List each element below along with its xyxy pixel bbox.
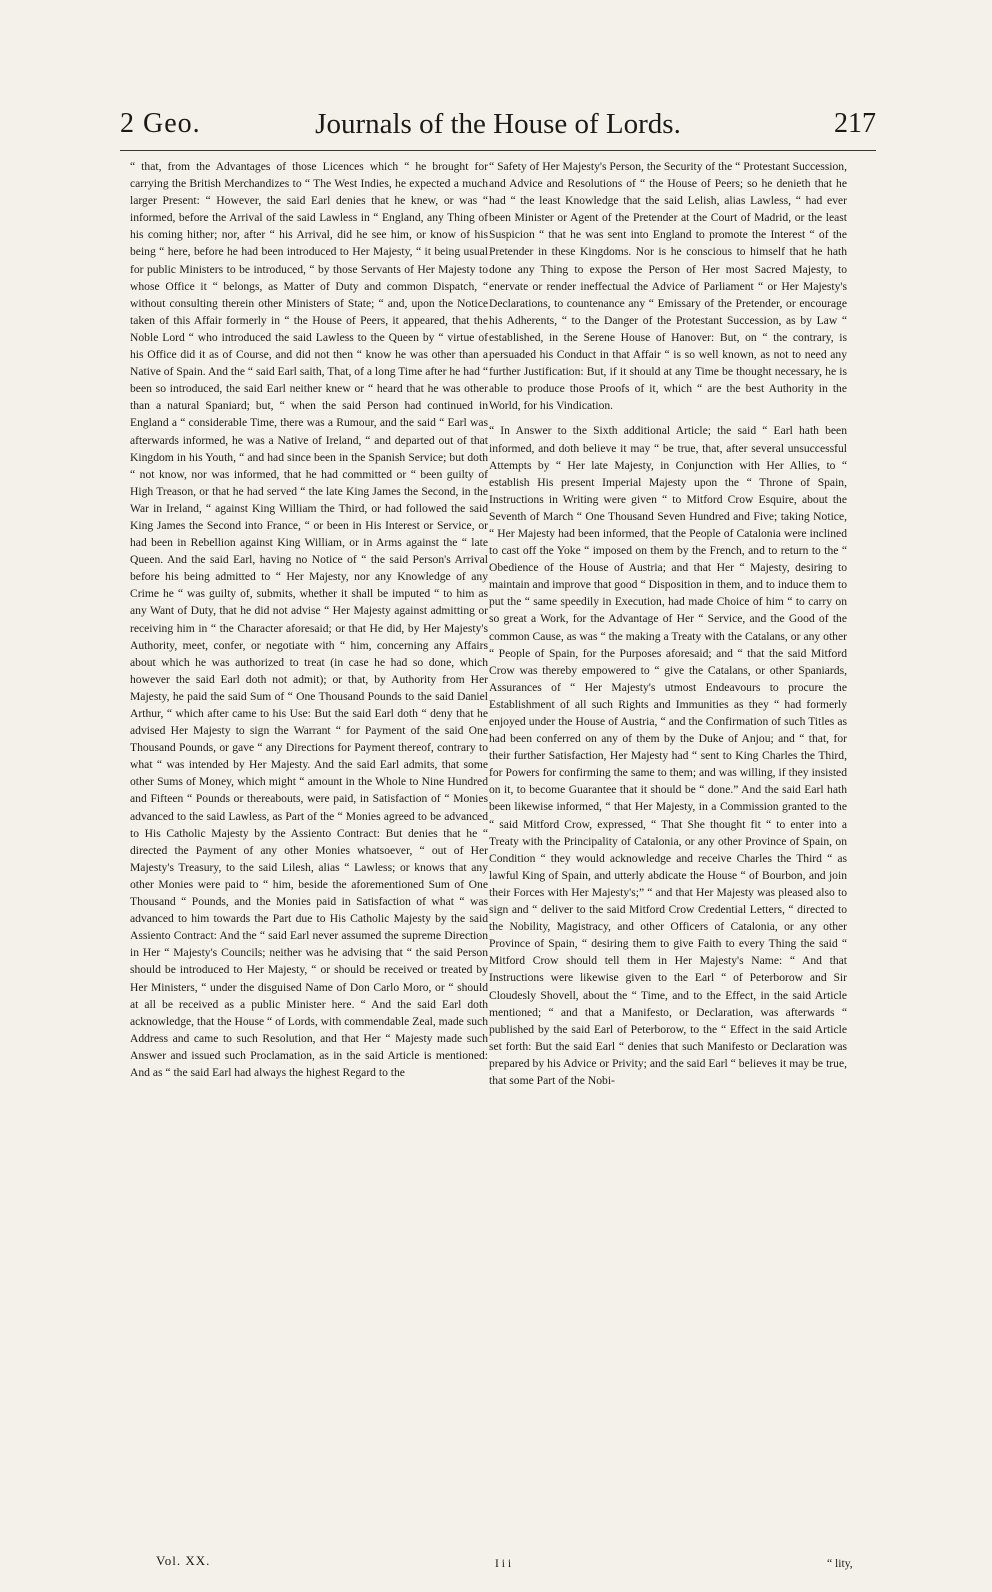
catchword: “ lity,: [827, 1557, 853, 1570]
signature-mark: I i i: [495, 1557, 512, 1570]
left-column: [130, 158, 488, 1081]
right-paragraph-1: “ Safety of Her Majesty's Person, the Security of the “ Protestant Succession, and Advice and Resolutions of “ the House of Peers; so he denieth that he had “ the least Knowledge that the said Lelish, alias Lawless, “ had ever been Minister or Agent of the Pretender at the Court of Madrid, or the least Suspicion “ that he was sent into England to promote the Interest “ of the Pretender in these Kingdoms. Nor is he conscious to himself that he hath done any Thing to expose the Person of Her most Sacred Majesty, to enervate or render ineffectual the Advice of Parliament “ or Her Majesty's Declarations, to countenance any “ Emissary of the Pretender, or encourage his Adherents, “ to the Danger of the Protestant Succession, as by Law “ established, in the Serene House of Hanover: But, on “ the contrary, is persuaded his Conduct in that Affair “ is so well known, as not to need any further Justification: But, if it should at any Time be thought necessary, he is able to produce those Proofs of it, which “ are the best Authority in the World, for his Vindication.: [489, 160, 847, 413]
left-paragraph: “ that, from the Advantages of those Licences which “ he brought for carrying the British Merchandizes to “ The West Indies, he expected a much larger Present: “ However, the said Earl denies that he knew, or was “ informed, before the Arrival of the said Lawless in “ England, any Thing of his coming hither; nor, after “ his Arrival, did he see him, or know of his being “ here, before he had been introduced to Her Majesty, “ it being usual for public Ministers to be introduced, “ by those Servants of Her Majesty to whose Office it “ belongs, as Matter of Duty and common Dispatch, “ without consulting therein other Ministers of State; “ and, upon the Notice taken of this Affair formerly in “ the House of Peers, it appeared, that the Noble Lord “ who introduced the said Lawless to the Queen by “ virtue of his Office did it as of Course, and did not then “ know he was other than a Native of Spain. And the “ said Earl saith, That, of a long Time after he had “ been so introduced, the said Earl neither knew or “ heard that he was other than a natural Spaniard; but, “ when the said Person had continued in England a “ considerable Time, there was a Rumour, and the said “ Earl was afterwards informed, he was a Native of Ireland, “ and departed out of that Kingdom in his Youth, “ and had since been in the Spanish Service; but doth “ not know, nor was informed, that he had committed or “ been guilty of High Treason, or that he had served “ the late King James the Second, in the War in Ireland, “ against King William the Third, or had followed the said King James the Second into France, “ or been in His Interest or Service, or had been in Rebellion against King William, or in Arms against the “ late Queen. And the said Earl, having no Notice of “ the said Person's Arrival before his being admitted to “ Her Majesty, nor any Knowledge of any Crime he “ was guilty of, submits, whether it shall be imputed “ to him as any Want of Duty, that he did not advise “ Her Majesty against admitting or receiving him in “ the Character aforesaid; or that He did, by Her Majesty's Authority, meet, confer, or negotiate with “ him, concerning any Affairs about which he was authorized to treat (in case he had so done, which however the said Earl doth not admit); or that, by Authority from Her Majesty, he paid the said Sum of “ One Thousand Pounds to the said Daniel Arthur, “ which after came to his Use: But the said Earl doth “ deny that he advised Her Majesty to sign the Warrant “ for Payment of the said One Thousand Pounds, or gave “ any Directions for Payment thereof, contrary to what “ was intended by Her Majesty. And the said Earl admits, that some other Sums of Money, which might “ amount in the Whole to Nine Hundred and Fifteen “ Pounds or thereabouts, were paid, in Satisfaction of “ Monies advanced to the said Lawless, as Part of the “ Monies agreed to be advanced to His Catholic Majesty by the Assiento Contract: But denies that he “ directed the Payment of any other Monies whatsoever, “ out of Her Majesty's Treasury, to the said Lilesh, alias “ Lawless; or knows that any other Monies were paid to “ him, beside the aforementioned Sum of One Thousand “ Pounds, and the Monies paid in Satisfaction of what “ was advanced to him towards the Part due to His Catholic Majesty by the said Assiento Contract: And the “ said Earl never assumed the supreme Direction in Her “ Majesty's Councils; neither was he advising that “ the said Person should be introduced to Her Majesty, “ or should be received or treated by Her Ministers, “ under the disguised Name of Don Carlo Moro, or “ should at all be received as a public Minister here. “ And the said Earl doth acknowledge, that the House “ of Lords, with commendable Zeal, made such Address and came to such Resolution, and that Her “ Majesty made such Answer and issued such Proclamation, as in the said Article is mentioned: And as “ the said Earl had always the highest Regard to the: [130, 160, 488, 1079]
regnal-year: 2 Geo.: [120, 108, 201, 139]
page-number: 217: [834, 108, 876, 139]
right-column: [489, 158, 847, 1089]
volume-mark: Vol. XX.: [156, 1553, 211, 1568]
header-rule: [120, 150, 876, 151]
right-paragraph-2: “ In Answer to the Sixth additional Article; the said “ Earl hath been informed, and doth believe it may “ be true, that, after several unsuccessful Attempts by “ Her late Majesty, in Conjunction with Her Allies, to “ establish His present Imperial Majesty upon the “ Throne of Spain, Instructions in Writing were given “ to Mitford Crow Esquire, about the Seventh of March “ One Thousand Seven Hundred and Five; taking Notice, “ Her Majesty had been informed, that the People of Catalonia were inclined to cast off the Yoke “ imposed on them by the French, and to return to the “ Obedience of the House of Austria; and that Her “ Majesty, desiring to maintain and improve that good “ Disposition in them, and to induce them to put the “ same speedily in Execution, had made Choice of him “ to carry on so great a Work, for the Advantage of Her “ Service, and the Good of the common Cause, as was “ the making a Treaty with the Catalans, or any other “ People of Spain, for the Purposes aforesaid; and “ that the said Mitford Crow was thereby empowered to “ give the Catalans, or other Spaniards, Assurances of “ Her Majesty's utmost Endeavours to procure the Establishment of all such Rights and Immunities as they “ had formerly enjoyed under the House of Austria, “ and the Confirmation of such Titles as had been conferred on any of them by the Duke of Anjou; and “ that, for their further Satisfaction, Her Majesty had “ sent to King Charles the Third, for Powers for confirming the same to them; and was willing, if they insisted on it, to become Guarantee that it should be “ done.” And the said Earl hath been likewise informed, “ that Her Majesty, in a Commission granted to the “ said Mitford Crow, expressed, “ That She thought fit “ to enter into a Treaty with the Principality of Catalonia, or any other Province of Spain, on Condition “ they would acknowledge and receive Charles the Third “ as lawful King of Spain, and utterly abdicate the House “ of Bourbon, and join their Forces with Her Majesty's;” “ and that Her Majesty was pleased also to sign and “ deliver to the said Mitford Crow Credential Letters, “ directed to the Nobility, Magistracy, and other Officers of Catalonia, or any other Province of Spain, “ desiring them to give Faith to every Thing the said “ Mitford Crow should tell them in Her Majesty's Name: “ And that Instructions were likewise given to the Earl “ of Peterborow and Sir Cloudesly Shovell, about the “ Time, and to the Effect, in the said Article mentioned; “ and that a Manifesto, or Declaration, was afterwards “ published by the said Earl of Peterborow, to the “ Effect in the said Article set forth: But the said Earl “ denies that such Manifesto or Declaration was prepared by his Advice or Privity; and the said Earl “ believes it may be true, that some Part of the Nobi-: [489, 424, 847, 1087]
running-header: [120, 108, 876, 150]
journal-title: Journals of the House of Lords.: [315, 108, 681, 140]
